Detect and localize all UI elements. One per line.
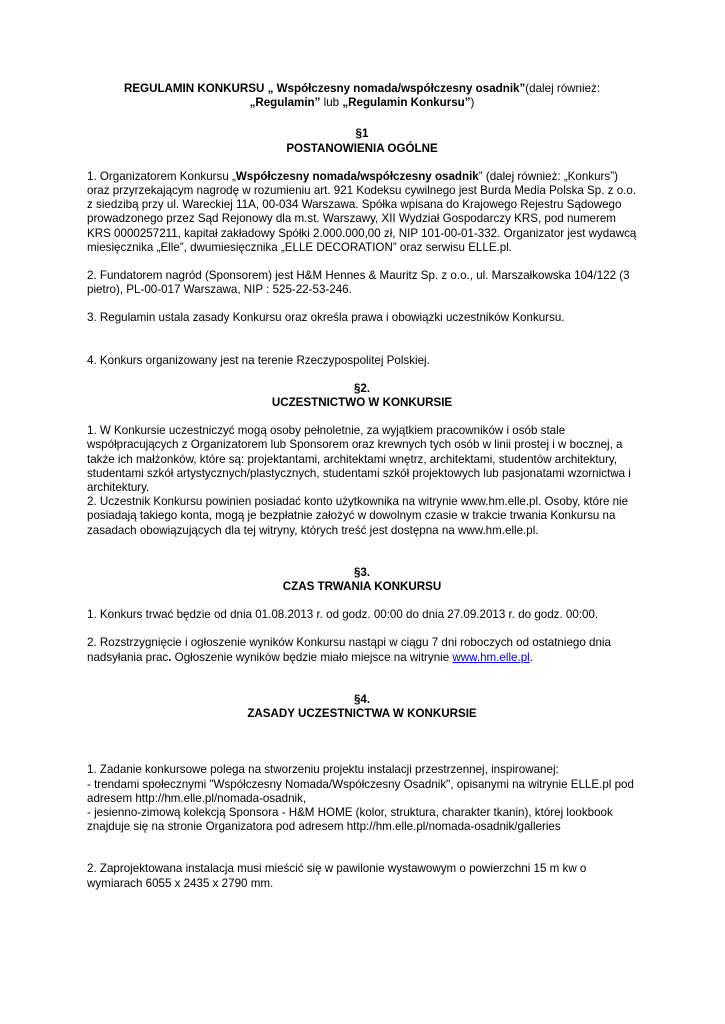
- title-plain-1: (dalej również:: [525, 82, 601, 95]
- section-3-paragraph-2: [87, 636, 637, 664]
- section-2-title: UCZESTNICTWO W KONKURSIE: [271, 396, 453, 410]
- section-2-number: §2.: [353, 381, 371, 395]
- section-4-paragraph-1-line-1: 1. Zadanie konkursowe polega na stworzeniu projektu instalacji przestrzennej, inspirowanej:: [87, 763, 559, 777]
- section-1-paragraph-3: 3. Regulamin ustala zasady Konkursu oraz określa prawa i obowiązki uczestników Konkursu.: [87, 311, 565, 325]
- document-title: [87, 82, 637, 110]
- s1-p1-c: ” (dalej również: „Konkurs”) oraz przyrzekającym nagrodę w rozumieniu art. 921 Kodeksu cywilnego jest Burda Media Polska Sp. z o.o. z siedzibą przy ul. Wareckiej 11A, 00-034 Warszawa. Spółka wpisana do Krajowego Rejestru Sądowego prowadzonego przez Sąd Rejonowy dla m.st. Warszawy, XII Wydział Gospodarczy KRS, pod numerem KRS 0000257211, kapitał zakładowy Spółki 2.000.000,00 zł, NIP 101-00-01-332. Organizator jest wydawcą miesięcznika „Elle”, dwumiesięcznika „ELLE DECORATION” oraz serwisu ELLE.pl.: [87, 169, 637, 254]
- section-1-paragraph-4: 4. Konkurs organizowany jest na terenie Rzeczypospolitej Polskiej.: [87, 353, 430, 367]
- section-3-paragraph-1: 1. Konkurs trwać będzie od dnia 01.08.2013 r. od godz. 00:00 do dnia 27.09.2013 r. do godz. 00:00.: [87, 608, 599, 622]
- title-bold-3: „Regulamin Konkursu”: [342, 96, 471, 110]
- section-3-title: CZAS TRWANIA KONKURSU: [282, 580, 442, 594]
- section-1-paragraph-1: [87, 170, 637, 255]
- s3-p2-c: .: [529, 650, 533, 664]
- section-4-title: ZASADY UCZESTNICTWA W KONKURSIE: [247, 707, 477, 721]
- s3-p2-a: 2. Rozstrzygnięcie i ogłoszenie wyników Konkursu nastąpi w ciągu 7 dni roboczych od ostatniego dnia nadsyłania prac: [87, 636, 611, 664]
- s1-p1-a: 1. Organizatorem Konkursu „: [87, 169, 236, 183]
- s3-p2-dot: .: [168, 650, 172, 664]
- section-4-paragraph-1-line-2: - trendami społecznymi "Współczesny Nomada/Współczesny Osadnik", opisanymi na witrynie ELLE.pl pod adresem http://hm.elle.pl/nomada-osadnik,: [87, 777, 634, 805]
- section-4-paragraph-2: 2. Zaprojektowana instalacja musi mieścić się w pawilonie wystawowym o powierzchni 15 m kw o wymiarach 6055 x 2435 x 2790 mm.: [87, 862, 587, 890]
- s3-p2-b: Ogłoszenie wyników będzie miało miejsce na witrynie: [171, 650, 453, 664]
- results-website-link[interactable]: www.hm.elle.pl: [452, 650, 530, 664]
- section-1-number: §1: [355, 127, 369, 141]
- s1-p1-contest-name: Współczesny nomada/współczesny osadnik: [235, 169, 479, 183]
- section-1-title: POSTANOWIENIA OGÓLNE: [286, 141, 438, 155]
- section-2-paragraph-2: 2. Uczestnik Konkursu powinien posiadać konto użytkownika na witrynie www.hm.elle.pl. Osoby, które nie posiadają takiego konta, mogą je bezpłatnie założyć w dowolnym czasie w trakcie trwania Konkursu na zasadach obowiązujących dla tej witryny, których treść jest dostępna na www.hm.elle.pl.: [87, 495, 629, 537]
- title-bold-1: REGULAMIN KONKURSU „ Współczesny nomada/współczesny osadnik”: [123, 82, 526, 95]
- section-4-number: §4.: [353, 692, 371, 706]
- section-3-number: §3.: [353, 565, 371, 579]
- section-2-paragraph-1: 1. W Konkursie uczestniczyć mogą osoby pełnoletnie, za wyjątkiem pracowników i osób stale współpracujących z Organizatorem lub Sponsorem oraz krewnych tych osób w linii prostej i w bocznej, a także ich małżonków, które są: projektantami, architektami wnętrz, architektami, studentów architektury, studentami szkół artystycznych/plastycznych, studentami szkół projektowych lub pasjonatami wzornictwa i architektury.: [87, 424, 631, 495]
- title-plain-2: lub: [320, 96, 343, 110]
- section-1-paragraph-2: 2. Fundatorem nagród (Sponsorem) jest H&M Hennes & Mauritz Sp. z o.o., ul. Marszałkowska 104/122 (3 pietro), PL-00-017 Warszawa, NIP : 525-22-53-246.: [87, 269, 630, 297]
- section-4-paragraph-1-line-3: - jesienno-zimową kolekcją Sponsora - H&M HOME (kolor, struktura, charakter tkanin), której lookbook znajduje się na stronie Organizatora pod adresem http://hm.elle.pl/nomada-osadnik/galleries: [87, 805, 613, 834]
- title-plain-3: ): [470, 96, 475, 110]
- title-bold-2: „Regulamin”: [249, 96, 321, 110]
